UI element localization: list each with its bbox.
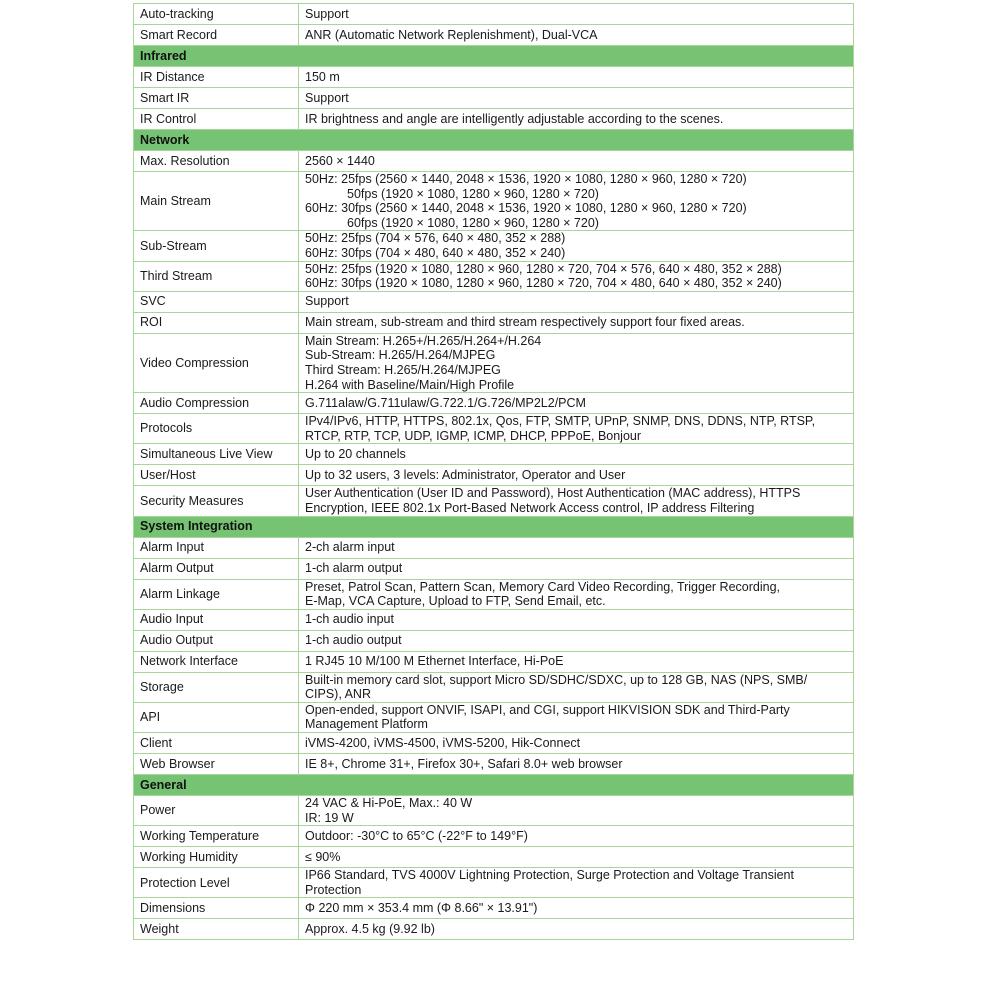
spec-label: Protection Level bbox=[134, 868, 299, 898]
spec-table bbox=[133, 3, 854, 940]
spec-label: Working Temperature bbox=[134, 826, 299, 847]
spec-value-line: 1-ch alarm output bbox=[305, 561, 403, 576]
spec-label: Audio Compression bbox=[134, 393, 299, 414]
spec-value bbox=[299, 312, 854, 333]
spec-row bbox=[134, 172, 854, 231]
spec-label: Smart Record bbox=[134, 25, 299, 46]
spec-value-line: Main Stream: H.265+/H.265/H.264+/H.264 bbox=[305, 333, 542, 348]
spec-value-line: 24 VAC & Hi-PoE, Max.: 40 W bbox=[305, 796, 473, 811]
spec-value-line: 1 RJ45 10 M/100 M Ethernet Interface, Hi-PoE bbox=[305, 654, 564, 669]
spec-label: Audio Input bbox=[134, 609, 299, 630]
spec-label: Alarm Linkage bbox=[134, 579, 299, 609]
spec-label: Network Interface bbox=[134, 651, 299, 672]
spec-value bbox=[299, 868, 854, 898]
spec-value bbox=[299, 88, 854, 109]
spec-label: Sub-Stream bbox=[134, 231, 299, 261]
spec-label: Security Measures bbox=[134, 486, 299, 516]
spec-label: Smart IR bbox=[134, 88, 299, 109]
spec-value-line: RTCP, RTP, TCP, UDP, IGMP, ICMP, DHCP, PPPoE, Bonjour bbox=[305, 428, 642, 443]
spec-value bbox=[299, 465, 854, 486]
spec-value bbox=[299, 486, 854, 516]
spec-value-line: G.711alaw/G.711ulaw/G.722.1/G.726/MP2L2/PCM bbox=[305, 395, 586, 410]
spec-label: Web Browser bbox=[134, 754, 299, 775]
spec-value-line: 50Hz: 25fps (1920 × 1080, 1280 × 960, 1280 × 720, 704 × 576, 640 × 480, 352 × 288) bbox=[305, 261, 782, 276]
section-title: System Integration bbox=[134, 516, 854, 537]
spec-row bbox=[134, 651, 854, 672]
spec-row bbox=[134, 312, 854, 333]
spec-value bbox=[299, 558, 854, 579]
spec-label: Power bbox=[134, 796, 299, 826]
spec-value bbox=[299, 537, 854, 558]
spec-value-line: ANR (Automatic Network Replenishment), Dual-VCA bbox=[305, 27, 598, 42]
spec-value-line: Protection bbox=[305, 882, 362, 897]
spec-value-line: IP66 Standard, TVS 4000V Lightning Protection, Surge Protection and Voltage Transient bbox=[305, 868, 794, 883]
spec-value-line: IPv4/IPv6, HTTP, HTTPS, 802.1x, Qos, FTP, SMTP, UPnP, SNMP, DNS, DDNS, NTP, RTSP, bbox=[305, 414, 816, 429]
spec-value-line: Open-ended, support ONVIF, ISAPI, and CGI, support HIKVISION SDK and Third-Party bbox=[305, 702, 790, 717]
spec-value bbox=[299, 630, 854, 651]
spec-row bbox=[134, 291, 854, 312]
spec-value-line: User Authentication (User ID and Password), Host Authentication (MAC address), HTTPS bbox=[305, 486, 801, 501]
spec-label: Simultaneous Live View bbox=[134, 444, 299, 465]
spec-label: Max. Resolution bbox=[134, 151, 299, 172]
spec-value-line: Main stream, sub-stream and third stream respectively support four fixed areas. bbox=[305, 315, 745, 330]
spec-value bbox=[299, 898, 854, 919]
spec-row bbox=[134, 151, 854, 172]
spec-value-line: 1-ch audio input bbox=[305, 612, 394, 627]
spec-value-line: Third Stream: H.265/H.264/MJPEG bbox=[305, 362, 501, 377]
section-title: Network bbox=[134, 130, 854, 151]
spec-row bbox=[134, 4, 854, 25]
section-title: General bbox=[134, 775, 854, 796]
spec-row bbox=[134, 826, 854, 847]
spec-value-line: Approx. 4.5 kg (9.92 lb) bbox=[305, 922, 435, 937]
spec-value-line: Support bbox=[305, 6, 349, 21]
spec-value-line: Sub-Stream: H.265/H.264/MJPEG bbox=[305, 348, 496, 363]
spec-label: Working Humidity bbox=[134, 847, 299, 868]
spec-value bbox=[299, 333, 854, 392]
spec-value bbox=[299, 444, 854, 465]
spec-row bbox=[134, 919, 854, 940]
spec-row bbox=[134, 630, 854, 651]
spec-value bbox=[299, 261, 854, 291]
spec-row bbox=[134, 754, 854, 775]
spec-value bbox=[299, 733, 854, 754]
spec-value bbox=[299, 67, 854, 88]
section-header-row bbox=[134, 130, 854, 151]
spec-table-body bbox=[134, 4, 854, 940]
spec-value bbox=[299, 151, 854, 172]
spec-value bbox=[299, 651, 854, 672]
spec-value bbox=[299, 109, 854, 130]
spec-row bbox=[134, 393, 854, 414]
spec-value-line: Φ 220 mm × 353.4 mm (Φ 8.66" × 13.91") bbox=[305, 901, 538, 916]
spec-label: Dimensions bbox=[134, 898, 299, 919]
spec-value-line: 150 m bbox=[305, 69, 340, 84]
spec-row bbox=[134, 231, 854, 261]
spec-row bbox=[134, 868, 854, 898]
spec-value-line: IR: 19 W bbox=[305, 810, 354, 825]
section-header-row bbox=[134, 46, 854, 67]
spec-label: Storage bbox=[134, 672, 299, 702]
spec-label: ROI bbox=[134, 312, 299, 333]
spec-label: Main Stream bbox=[134, 172, 299, 231]
section-header-row bbox=[134, 516, 854, 537]
spec-row bbox=[134, 109, 854, 130]
spec-row bbox=[134, 847, 854, 868]
spec-value bbox=[299, 172, 854, 231]
spec-label: Auto-tracking bbox=[134, 4, 299, 25]
spec-value-line: 60Hz: 30fps (2560 × 1440, 2048 × 1536, 1920 × 1080, 1280 × 960, 1280 × 720) bbox=[305, 201, 747, 216]
spec-value-line: H.264 with Baseline/Main/High Profile bbox=[305, 377, 515, 392]
spec-row bbox=[134, 486, 854, 516]
spec-value-line: IR brightness and angle are intelligently adjustable according to the scenes. bbox=[305, 111, 724, 126]
spec-row bbox=[134, 733, 854, 754]
spec-label: IR Control bbox=[134, 109, 299, 130]
spec-row bbox=[134, 579, 854, 609]
spec-row bbox=[134, 333, 854, 392]
spec-value bbox=[299, 702, 854, 732]
spec-row bbox=[134, 414, 854, 444]
spec-value-line: ≤ 90% bbox=[305, 849, 341, 864]
spec-value bbox=[299, 609, 854, 630]
spec-row bbox=[134, 88, 854, 109]
spec-label: Alarm Input bbox=[134, 537, 299, 558]
spec-label: Weight bbox=[134, 919, 299, 940]
spec-value-line: Support bbox=[305, 90, 349, 105]
spec-value-line: Preset, Patrol Scan, Pattern Scan, Memory Card Video Recording, Trigger Recording, bbox=[305, 579, 780, 594]
spec-value bbox=[299, 231, 854, 261]
spec-value-line: Management Platform bbox=[305, 717, 428, 732]
spec-value bbox=[299, 291, 854, 312]
spec-label: SVC bbox=[134, 291, 299, 312]
spec-row bbox=[134, 702, 854, 732]
spec-row bbox=[134, 261, 854, 291]
spec-row bbox=[134, 67, 854, 88]
spec-label: Client bbox=[134, 733, 299, 754]
spec-value-line: 60Hz: 30fps (704 × 480, 640 × 480, 352 × 240) bbox=[305, 245, 566, 260]
spec-row bbox=[134, 25, 854, 46]
spec-label: User/Host bbox=[134, 465, 299, 486]
spec-value bbox=[299, 393, 854, 414]
spec-value bbox=[299, 826, 854, 847]
spec-value bbox=[299, 4, 854, 25]
spec-value bbox=[299, 847, 854, 868]
spec-value-line: 50fps (1920 × 1080, 1280 × 960, 1280 × 720) bbox=[347, 186, 599, 201]
spec-row bbox=[134, 898, 854, 919]
spec-value-line: Support bbox=[305, 294, 349, 309]
spec-value bbox=[299, 414, 854, 444]
spec-value-line: 1-ch audio output bbox=[305, 633, 402, 648]
spec-value-line: 50Hz: 25fps (2560 × 1440, 2048 × 1536, 1920 × 1080, 1280 × 960, 1280 × 720) bbox=[305, 172, 747, 186]
spec-label: Audio Output bbox=[134, 630, 299, 651]
spec-value-line: Encryption, IEEE 802.1x Port-Based Network Access control, IP address Filtering bbox=[305, 500, 755, 515]
spec-label: API bbox=[134, 702, 299, 732]
spec-label: Alarm Output bbox=[134, 558, 299, 579]
spec-value-line: E-Map, VCA Capture, Upload to FTP, Send Email, etc. bbox=[305, 594, 606, 609]
section-header-row bbox=[134, 775, 854, 796]
spec-row bbox=[134, 465, 854, 486]
spec-value bbox=[299, 579, 854, 609]
spec-value-line: IE 8+, Chrome 31+, Firefox 30+, Safari 8.0+ web browser bbox=[305, 756, 623, 771]
spec-value-line: Outdoor: -30°C to 65°C (-22°F to 149°F) bbox=[305, 828, 528, 843]
spec-value bbox=[299, 754, 854, 775]
spec-value bbox=[299, 919, 854, 940]
spec-row bbox=[134, 537, 854, 558]
spec-row bbox=[134, 558, 854, 579]
spec-value bbox=[299, 25, 854, 46]
spec-value-line: 2-ch alarm input bbox=[305, 540, 395, 555]
spec-value-line: 60fps (1920 × 1080, 1280 × 960, 1280 × 720) bbox=[347, 215, 599, 230]
spec-value-line: Up to 20 channels bbox=[305, 447, 406, 462]
section-title: Infrared bbox=[134, 46, 854, 67]
spec-label: IR Distance bbox=[134, 67, 299, 88]
spec-value-line: 2560 × 1440 bbox=[305, 153, 375, 168]
spec-value-line: CIPS), ANR bbox=[305, 687, 371, 702]
spec-value-line: 60Hz: 30fps (1920 × 1080, 1280 × 960, 1280 × 720, 704 × 480, 640 × 480, 352 × 240) bbox=[305, 276, 782, 291]
spec-row bbox=[134, 796, 854, 826]
spec-row bbox=[134, 444, 854, 465]
spec-label: Video Compression bbox=[134, 333, 299, 392]
spec-value bbox=[299, 672, 854, 702]
spec-row bbox=[134, 609, 854, 630]
spec-label: Protocols bbox=[134, 414, 299, 444]
spec-value-line: iVMS-4200, iVMS-4500, iVMS-5200, Hik-Connect bbox=[305, 735, 581, 750]
spec-value-line: 50Hz: 25fps (704 × 576, 640 × 480, 352 × 288) bbox=[305, 231, 566, 246]
spec-value bbox=[299, 796, 854, 826]
spec-label: Third Stream bbox=[134, 261, 299, 291]
spec-value-line: Up to 32 users, 3 levels: Administrator, Operator and User bbox=[305, 468, 626, 483]
spec-value-line: Built-in memory card slot, support Micro SD/SDHC/SDXC, up to 128 GB, NAS (NPS, SMB/ bbox=[305, 672, 808, 687]
spec-row bbox=[134, 672, 854, 702]
